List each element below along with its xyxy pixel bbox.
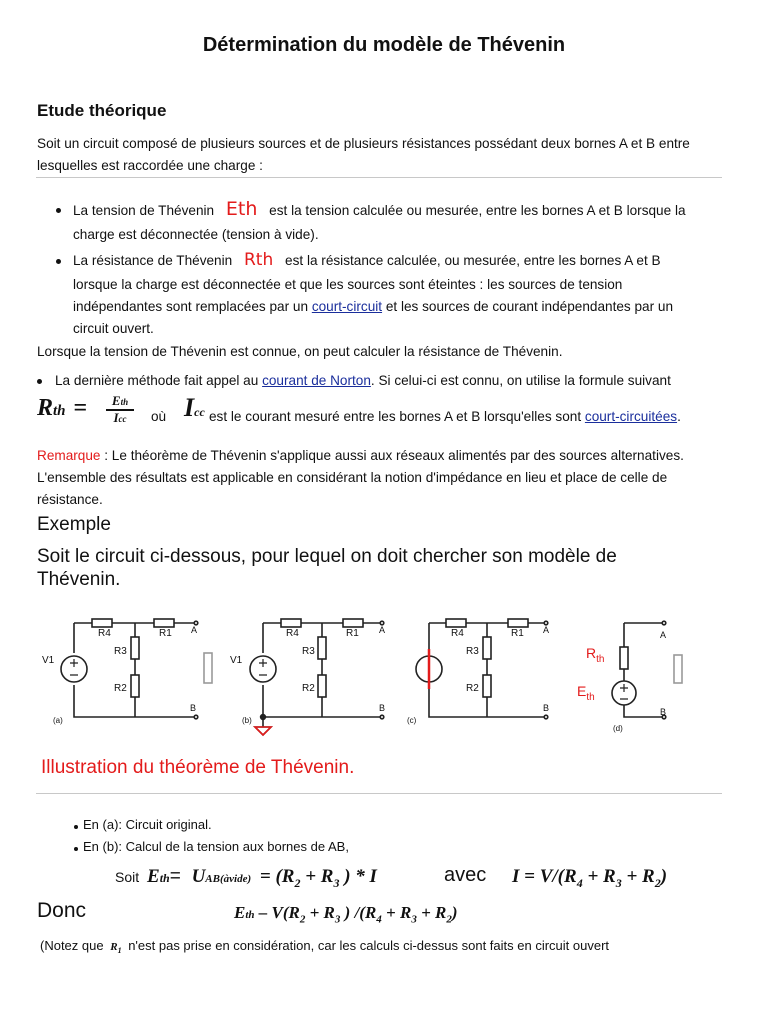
label-a-d: A bbox=[660, 630, 667, 640]
text: La dernière méthode fait appel au bbox=[55, 373, 259, 388]
label-r3-b: R3 bbox=[302, 646, 315, 657]
text: : Le théorème de Thévenin s'applique aussi aux réseaux alimentés par des sources alternatives. bbox=[100, 448, 684, 463]
soit-formula: Eth= UAB(àvide) = ($R_2 + R_3$ ) * I bbox=[147, 866, 377, 890]
remarque-line3: résistance. bbox=[37, 492, 103, 507]
avec-label: avec bbox=[444, 864, 487, 886]
label-r1-a: R1 bbox=[159, 628, 172, 639]
label-rth-d: $R_{th}$ bbox=[586, 645, 605, 665]
circuit-c bbox=[416, 619, 548, 719]
list-item-b: En (b): Calcul de la tension aux bornes de AB, bbox=[83, 839, 349, 854]
circuit-d bbox=[612, 621, 682, 719]
bullet-dot bbox=[56, 208, 61, 213]
label-eth-d: $E_{th}$ bbox=[577, 683, 595, 703]
bullet-eth bbox=[73, 199, 686, 222]
label-caption-d: (d) bbox=[613, 724, 623, 733]
source-signs bbox=[70, 659, 628, 699]
soit-label: Soit bbox=[115, 869, 140, 885]
page-title: Détermination du modèle de Thévenin bbox=[202, 34, 566, 56]
text: . bbox=[677, 409, 681, 424]
text: et les sources de courant indépendantes par un bbox=[385, 299, 674, 314]
exemple-heading: Exemple bbox=[37, 514, 111, 535]
label-r3-a: R3 bbox=[114, 646, 127, 657]
r1-symbol: $R_1$ bbox=[110, 941, 122, 956]
bullet-rth-line3 bbox=[73, 296, 673, 318]
formula-fraction: Eth Icc bbox=[106, 394, 134, 426]
label-r2-c: R2 bbox=[466, 683, 479, 694]
label-r4-a: R4 bbox=[98, 628, 111, 639]
text: n'est pas prise en considération, car les calculs ci-dessus sont faits en circuit ouvert bbox=[128, 938, 610, 953]
bullet-rth-text: La résistance de Thévenin bbox=[73, 253, 233, 268]
text: est le courant mesuré entre les bornes A et B lorsqu'elles sont bbox=[209, 409, 582, 424]
label-a-a: A bbox=[191, 625, 198, 635]
remarque-line2: L'ensemble des résultats est applicable en considérant la notion d'impédance en lieu et place de celle de bbox=[37, 470, 668, 485]
paragraph-connue: Lorsque la tension de Thévenin est connue, on peut calculer la résistance de Thévenin. bbox=[37, 344, 563, 359]
icc-symbol: Icc bbox=[184, 393, 205, 422]
exemple-text-2: Thévenin. bbox=[37, 569, 121, 590]
bullet-dot bbox=[37, 379, 42, 384]
label-caption-b: (b) bbox=[242, 716, 252, 725]
label-a-b: A bbox=[379, 625, 386, 635]
bullet-dot bbox=[74, 825, 78, 829]
label-b-a: B bbox=[190, 703, 197, 713]
label-r2-a: R2 bbox=[114, 683, 127, 694]
remarque-label: Remarque bbox=[37, 448, 101, 463]
bullet-rth-text-2: est la résistance calculée, ou mesurée, entre les bornes A et B bbox=[285, 253, 661, 268]
label-v1-b: V1 bbox=[230, 655, 243, 666]
eth-symbol: Eth bbox=[225, 198, 258, 220]
court-circuit-link[interactable]: court-circuit bbox=[311, 299, 383, 314]
norton-link[interactable]: courant de Norton bbox=[262, 373, 371, 388]
bullet-dot bbox=[56, 259, 61, 264]
label-b-d: B bbox=[660, 707, 667, 717]
label-r1-c: R1 bbox=[511, 628, 524, 639]
icc-description bbox=[209, 406, 681, 428]
section-heading: Etude théorique bbox=[37, 101, 167, 120]
remarque-line1 bbox=[37, 445, 684, 467]
note-paragraph bbox=[40, 938, 609, 955]
donc-label: Donc bbox=[37, 899, 87, 922]
circuit-b bbox=[250, 619, 384, 735]
label-r2-b: R2 bbox=[302, 683, 315, 694]
rth-symbol: Rth bbox=[243, 250, 274, 270]
bullet-rth-line2: lorsque la charge est déconnectée et que les sources sont éteintes : les sources de tension bbox=[73, 277, 623, 292]
bullet-eth-text: La tension de Thévenin bbox=[73, 203, 215, 218]
divider bbox=[36, 177, 722, 178]
bullet-rth bbox=[73, 250, 661, 272]
text: . Si celui-ci est connu, on utilise la formule suivant bbox=[370, 373, 671, 388]
list-item-a: En (a): Circuit original. bbox=[83, 817, 212, 832]
current-formula: $I = V/(R_4 + R_3 + R_2)$ bbox=[512, 866, 668, 890]
label-r4-c: R4 bbox=[451, 628, 464, 639]
text: (Notez que bbox=[40, 938, 104, 953]
exemple-text-1: Soit le circuit ci-dessous, pour lequel on doit chercher son modèle de bbox=[37, 546, 617, 567]
formula-rth: Rth = bbox=[37, 395, 88, 421]
bullet-dot bbox=[74, 847, 78, 851]
circuit-illustration bbox=[36, 605, 736, 745]
label-b-b: B bbox=[379, 703, 386, 713]
divider bbox=[36, 793, 722, 794]
label-caption-c: (c) bbox=[407, 716, 417, 725]
label-b-c: B bbox=[543, 703, 550, 713]
label-v1-a: V1 bbox=[42, 655, 55, 666]
bullet-eth-line2: charge est déconnectée (tension à vide). bbox=[73, 227, 319, 242]
ou-text: où bbox=[151, 409, 167, 424]
label-r4-b: R4 bbox=[286, 628, 299, 639]
text: indépendantes sont remplacées par un bbox=[73, 299, 309, 314]
bullet-rth-line4: circuit ouvert. bbox=[73, 321, 154, 336]
bullet-norton bbox=[55, 370, 671, 392]
label-r1-b: R1 bbox=[346, 628, 359, 639]
intro-paragraph: Soit un circuit composé de plusieurs sources et de plusieurs résistances possédant deux bornes A et B entre lesquelles est raccordée une charge : bbox=[37, 136, 690, 173]
court-circuitees-link[interactable]: court-circuitées bbox=[584, 409, 678, 424]
bullet-eth-text-2: est la tension calculée ou mesurée, entre les bornes A et B lorsque la bbox=[269, 203, 686, 218]
figure-caption: Illustration du théorème de Thévenin. bbox=[41, 757, 355, 778]
donc-formula: Eth – $V(R_2 + R_3$ ) $/(R_4 + R_3 + R_2)$ bbox=[234, 903, 458, 926]
ground-symbol bbox=[255, 727, 271, 735]
label-caption-a: (a) bbox=[53, 716, 63, 725]
label-r3-c: R3 bbox=[466, 646, 479, 657]
label-a-c: A bbox=[543, 625, 550, 635]
